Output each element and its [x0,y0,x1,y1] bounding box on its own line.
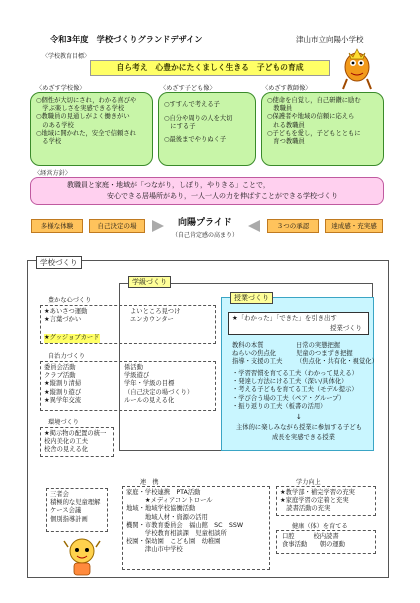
jugyo-star-text: ★「わかった」「できた」を引き出す [232,314,337,322]
policy-box [30,177,384,205]
academic-item: ★教学部・補完学習の充実 [280,489,355,496]
vision-teacher-item: ○子どもを愛し，子どもとともに [267,129,361,137]
jugyo-right-item: 児童のつまずき把握 [296,350,353,358]
kokoro-label: 豊かな心づくり [48,297,92,304]
pride-title: 向陽プライド [178,218,232,228]
vision-child-item: ○すすんで考える子 [164,101,220,108]
kokoro-right-item: エンカウンター [130,316,174,324]
school-name: 津山市立向陽小学校 [296,35,364,44]
pride-subtitle: （自己肯定感の高まり） [172,232,239,239]
jugyo-bullet: ・発達し方法にける工夫（深い/具体化） [232,378,348,386]
goal-label: 〈学校教育目標〉 [42,53,91,60]
vision-child-item: ○最後までやりぬく子 [164,135,227,143]
gakkyu-label: 学級づくり [128,276,171,288]
jugyo-left-item: 指導・支援の工夫 [232,358,283,366]
school-making-label: 学校づくり [36,256,82,269]
down-arrow-icon: ↓ [296,413,302,421]
health-label: 健康（体）を育てる [292,523,348,530]
pride-right-label-2: 達成感・充実感 [331,222,377,230]
arrow-left-icon [248,220,260,232]
kokoro-item: ★あいさつ運動 [44,308,88,315]
collab-item: 機関・市教育委員会 福山館 SC SSW [126,521,244,529]
support-item: 個別指導計画 [50,515,88,523]
vision-label-child: 〈めざす子ども像〉 [160,85,216,92]
jiritsu-item: ★異学年交流 [44,396,82,404]
collab-item: 地域人材・資源の活用 [126,513,208,521]
pride-right-box-2 [325,219,383,233]
vision-school-item: 学ぶ楽しさを実感できる学校 [36,105,125,113]
vision-label-teacher: 〈めざす教師像〉 [262,85,312,92]
vision-label-school: 〈めざす学校像〉 [36,85,86,92]
vision-school-item: ○教職員の見通しがよく働きがい [36,113,130,121]
academic-label: 学力向上 [296,479,321,486]
support-item: ケース会議 [50,507,82,515]
vision-teacher-item: 教職員 [267,105,293,113]
arrow-right-icon [152,220,164,232]
jugyo-right-item: （焦点化・共有化・視覚化） [296,358,378,366]
jugyo-right-item: 日常の実態把握 [296,342,341,349]
jiritsu-right-item: 学年・学級の目標 [124,380,175,388]
collab-label: 連 携 [140,479,159,486]
mascot-top-icon [339,45,375,93]
vision-box-teacher [261,92,384,166]
jiritsu-right-item: 係活動 [124,364,143,371]
kankyo-item: ★掲示物の配置の統一 [44,430,107,437]
policy-line-2: 安心できる居場所があり，一人一人の力を伸ばすことができる学校づくり [107,192,338,200]
vision-teacher-item: 育つ教職員 [267,138,305,146]
pride-left-box-1 [31,219,83,233]
health-item: 食事活動 朝の運動 [282,541,345,549]
page-title: 令和3年度 学校づくりグランドデザイン [50,34,203,44]
jugyo-star-text-2: 授業づくり [330,324,362,332]
academic-item: 読書活動の充実 [280,505,331,513]
kokoro-item: ★言葉づかい [44,316,82,324]
vision-school-item: る学校 [36,138,62,146]
collab-item: 津山市中学校 [126,546,183,554]
collab-item: 校園・保幼園 こども園 幼稚園 [126,538,221,546]
jugyo-closing-2: 成長を実感できる授業 [272,434,335,441]
collab-item: 家庭・学校連携 PTA活動 [126,489,201,496]
goal-text: 自ら考え 心豊かにたくましく生きる 子どもの育成 [116,63,304,72]
support-item: 三者会 [50,491,69,498]
vision-school-item: ○地域に開かれた，安全で信頼され [36,129,136,137]
vision-child-item: にする子 [164,123,196,131]
jiritsu-right-item: ルールの見える化 [124,396,175,404]
pride-right-box-1 [267,219,319,233]
pride-left-label-2: 自己決定の場 [97,222,137,230]
vision-school-item: のある学校 [36,121,74,129]
jugyo-bullet: ・学び合う場の工夫（ペア・グループ） [232,394,345,402]
kankyo-item: 校舎の見える化 [44,446,89,454]
mascot-bottom-icon [62,535,102,579]
pride-right-label-1: ３つの承認 [276,222,310,230]
support-item: 積極的な児童理解 [50,499,101,507]
jugyo-left-item: 教科の本質 [232,342,264,349]
collab-item: 地域・地域学校協働活動 [126,505,196,513]
jugyo-left-item: ねらいの焦点化 [232,350,277,358]
collab-item: 学校教育相談課 児童相談所 [126,530,227,538]
jugyo-bullet: ・振り返りの工夫（板書の活用） [232,402,327,410]
vision-child-item: ○自分や周りの人を大切 [164,115,233,123]
vision-teacher-item: ○使命を自覚し，自己研鑽に励む [267,97,361,104]
jiritsu-item: ★縦割り遊び [44,388,82,396]
vision-teacher-item: ○保護者や地域の信頼に応えら [267,113,355,121]
vision-school-item: ○個性が大切にされ，わかる喜びや [36,97,137,104]
collab-item: ★メディアコントロール [126,497,213,505]
jiritsu-label: 自治力づくり [48,353,86,360]
pride-left-box-2 [89,219,145,233]
policy-line-1: 教職員と家庭・地域が「つながり，しぼり，やりきる」ことで， [67,181,270,189]
jugyo-bullet: ・学習習慣を育てる工夫（わかって見える） [232,370,358,377]
vision-box-child [158,92,256,166]
kankyo-label: 環境づくり [48,419,79,426]
academic-item: ★家庭学習の定着と充実 [280,497,349,505]
goal-box [90,60,330,76]
jiritsu-item: ★縦割り清掃 [44,380,82,388]
jiritsu-right-item: 学級遊び [124,372,150,380]
kokoro-item: ★グッジョブカード [44,334,100,342]
vision-teacher-item: れる教職員 [267,121,305,129]
jugyo-bullet: ・考える子どもを育てる工夫（モデル提示） [232,386,358,394]
pride-left-label-1: 多様な体験 [40,222,74,230]
kankyo-item: 校内美化の工夫 [44,438,89,446]
kokoro-right-item: よいところ見つけ [130,308,181,315]
policy-label: 〈経営方針〉 [34,170,72,177]
vision-box-school [30,92,153,166]
jiritsu-item: 委員会活動 [44,364,76,371]
jiritsu-item: クラブ活動 [44,372,76,380]
health-item: 口腔 校内読書 [282,533,339,540]
jugyo-closing-1: 主体的に楽しみながら授業に参加する子ども [236,424,362,431]
jiritsu-right-item: （自己決定の場づくり） [124,388,194,396]
jugyo-label: 授業づくり [230,292,273,304]
